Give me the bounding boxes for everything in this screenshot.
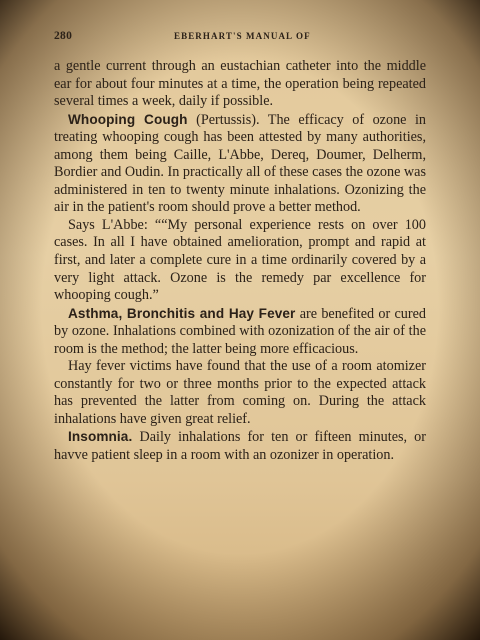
body-text (54, 58, 426, 465)
page-header (54, 30, 440, 46)
paragraph-quote-labbe (54, 217, 426, 305)
paragraph-text: Says L'Abbe: ““My personal experience rests on over 100 cases. In all I have obtained amelioration, prompt and rapid at first, and later a complete cure in a time ordinarily covered by a very light attack. Ozone is the remedy par excellence for whooping cough.” (54, 216, 426, 304)
paragraph-insomnia (54, 428, 426, 464)
section-heading-whooping-cough: Whooping Cough (68, 111, 188, 127)
paragraph-text: Hay fever victims have found that the use of a room atomizer constantly for two or three months prior to the expected attack has prevented the latter from coming on. During the attack inhalations have given great relief. (54, 358, 426, 427)
paragraph-asthma (54, 305, 426, 359)
paragraph-ear-treatment (54, 58, 426, 111)
running-head: EBERHART'S MANUAL OF (174, 31, 311, 41)
section-heading-asthma: Asthma, Bronchitis and Hay Fever (68, 305, 296, 321)
paragraph-whooping-cough (54, 111, 426, 217)
paragraph-text: Daily inhalations for ten or fifteen minutes, or havve patient sleep in a room with an ozonizer in operation. (54, 429, 426, 464)
section-heading-insomnia: Insomnia. (68, 429, 133, 445)
page-number: 280 (54, 30, 73, 42)
paragraph-text: are benefited or cured by ozone. Inhalations combined with ozonization of the air of the room is the method; the latter being more efficacious. (54, 305, 426, 357)
paragraph-hay-fever (54, 358, 426, 428)
paragraph-text: a gentle current through an eustachian catheter into the middle ear for about four minutes at a time, the operation being repeated several times a week, daily if possible. (54, 58, 426, 110)
paragraph-text: (Pertussis). The efficacy of ozone in treating whooping cough has been attested by many authorities, among them being Caille, L'Abbe, Dereq, Doumer, Delherm, Bordier and Oudin. In practically all of these cases the ozone was administered in ten to twenty minute inhalations. Ozonizing the air in the patient's room should prove a better method. (54, 111, 426, 216)
